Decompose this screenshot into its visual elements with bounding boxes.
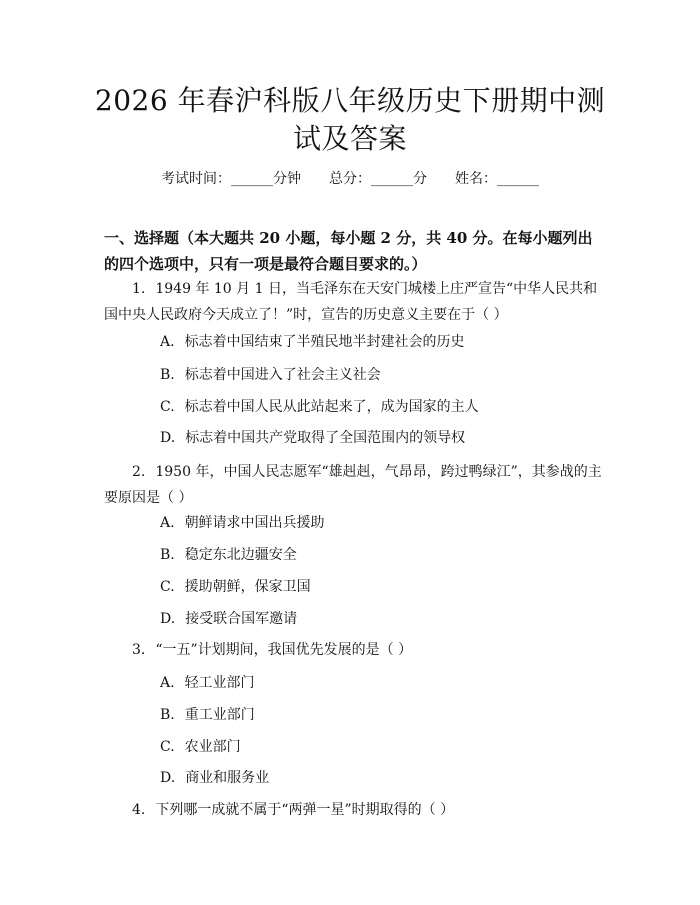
option-text: 援助朝鲜，保家卫国 (184, 579, 311, 595)
question-3-option-d (160, 768, 600, 788)
question-text: 1949 年 10 月 1 日，当毛泽东在天安门城楼上庄严宣告“中华人民共和国中央人民政府今天成立了！”时，宣告的历史意义主要在于（ ） (104, 281, 598, 323)
question-2-option-c (160, 577, 600, 597)
question-3-option-c (160, 737, 600, 757)
option-letter: A. (160, 515, 175, 531)
question-text: 1950 年，中国人民志愿军“雄赳赳，气昂昂，跨过鸭绿江”，其参战的主要原因是（ ） (104, 464, 602, 506)
exam-score: 总分：______分 (329, 171, 427, 187)
question-3 (104, 637, 602, 663)
exam-time: 考试时间：______分钟 (161, 171, 301, 187)
question-2-option-b (160, 545, 600, 565)
exam-meta (0, 169, 700, 189)
option-letter: C. (160, 579, 175, 595)
question-number: 4. (132, 802, 146, 818)
question-2-option-d (160, 609, 600, 629)
option-text: 接受联合国军邀请 (185, 611, 298, 627)
option-letter: D. (160, 611, 176, 627)
option-letter: C. (160, 399, 175, 415)
question-1-option-b (160, 365, 600, 385)
question-number: 3. (132, 642, 146, 658)
section-heading: 一、选择题（本大题共 20 小题，每小题 2 分，共 40 分。在每小题列出的四个选项中，只有一项是最符合题目要求的。） (104, 229, 593, 273)
option-letter: B. (160, 547, 175, 563)
question-1-option-c (160, 397, 600, 417)
question-number: 1. (132, 281, 146, 297)
question-1-option-a (160, 332, 600, 352)
option-letter: B. (160, 707, 175, 723)
question-2-option-a (160, 513, 600, 533)
option-letter: C. (160, 739, 175, 755)
question-text: 下列哪一成就不属于“两弹一星”时期取得的（ ） (155, 802, 455, 818)
option-letter: A. (160, 334, 175, 350)
question-text: “一五”计划期间，我国优先发展的是（ ） (155, 642, 413, 658)
option-text: 标志着中国进入了社会主义社会 (184, 367, 381, 383)
question-3-option-a (160, 673, 600, 693)
option-text: 轻工业部门 (184, 675, 255, 691)
question-3-option-b (160, 705, 600, 725)
option-letter: B. (160, 367, 175, 383)
option-text: 农业部门 (184, 739, 241, 755)
option-letter: A. (160, 675, 175, 691)
option-text: 重工业部门 (184, 707, 255, 723)
question-number: 2. (132, 464, 146, 480)
question-1-option-d (160, 428, 600, 448)
option-text: 标志着中国共产党取得了全国范围内的领导权 (185, 430, 466, 446)
student-name: 姓名：______ (455, 171, 539, 187)
option-text: 商业和服务业 (185, 770, 270, 786)
question-2 (104, 459, 602, 511)
question-4 (104, 797, 602, 823)
option-letter: D. (160, 770, 176, 786)
option-text: 标志着中国人民从此站起来了，成为国家的主人 (184, 399, 479, 415)
option-letter: D. (160, 430, 176, 446)
option-text: 稳定东北边疆安全 (184, 547, 297, 563)
question-1 (104, 276, 602, 328)
option-text: 朝鲜请求中国出兵援助 (184, 515, 325, 531)
page-title: 2026 年春沪科版八年级历史下册期中测试及答案 (94, 84, 606, 155)
option-text: 标志着中国结束了半殖民地半封建社会的历史 (184, 334, 465, 350)
